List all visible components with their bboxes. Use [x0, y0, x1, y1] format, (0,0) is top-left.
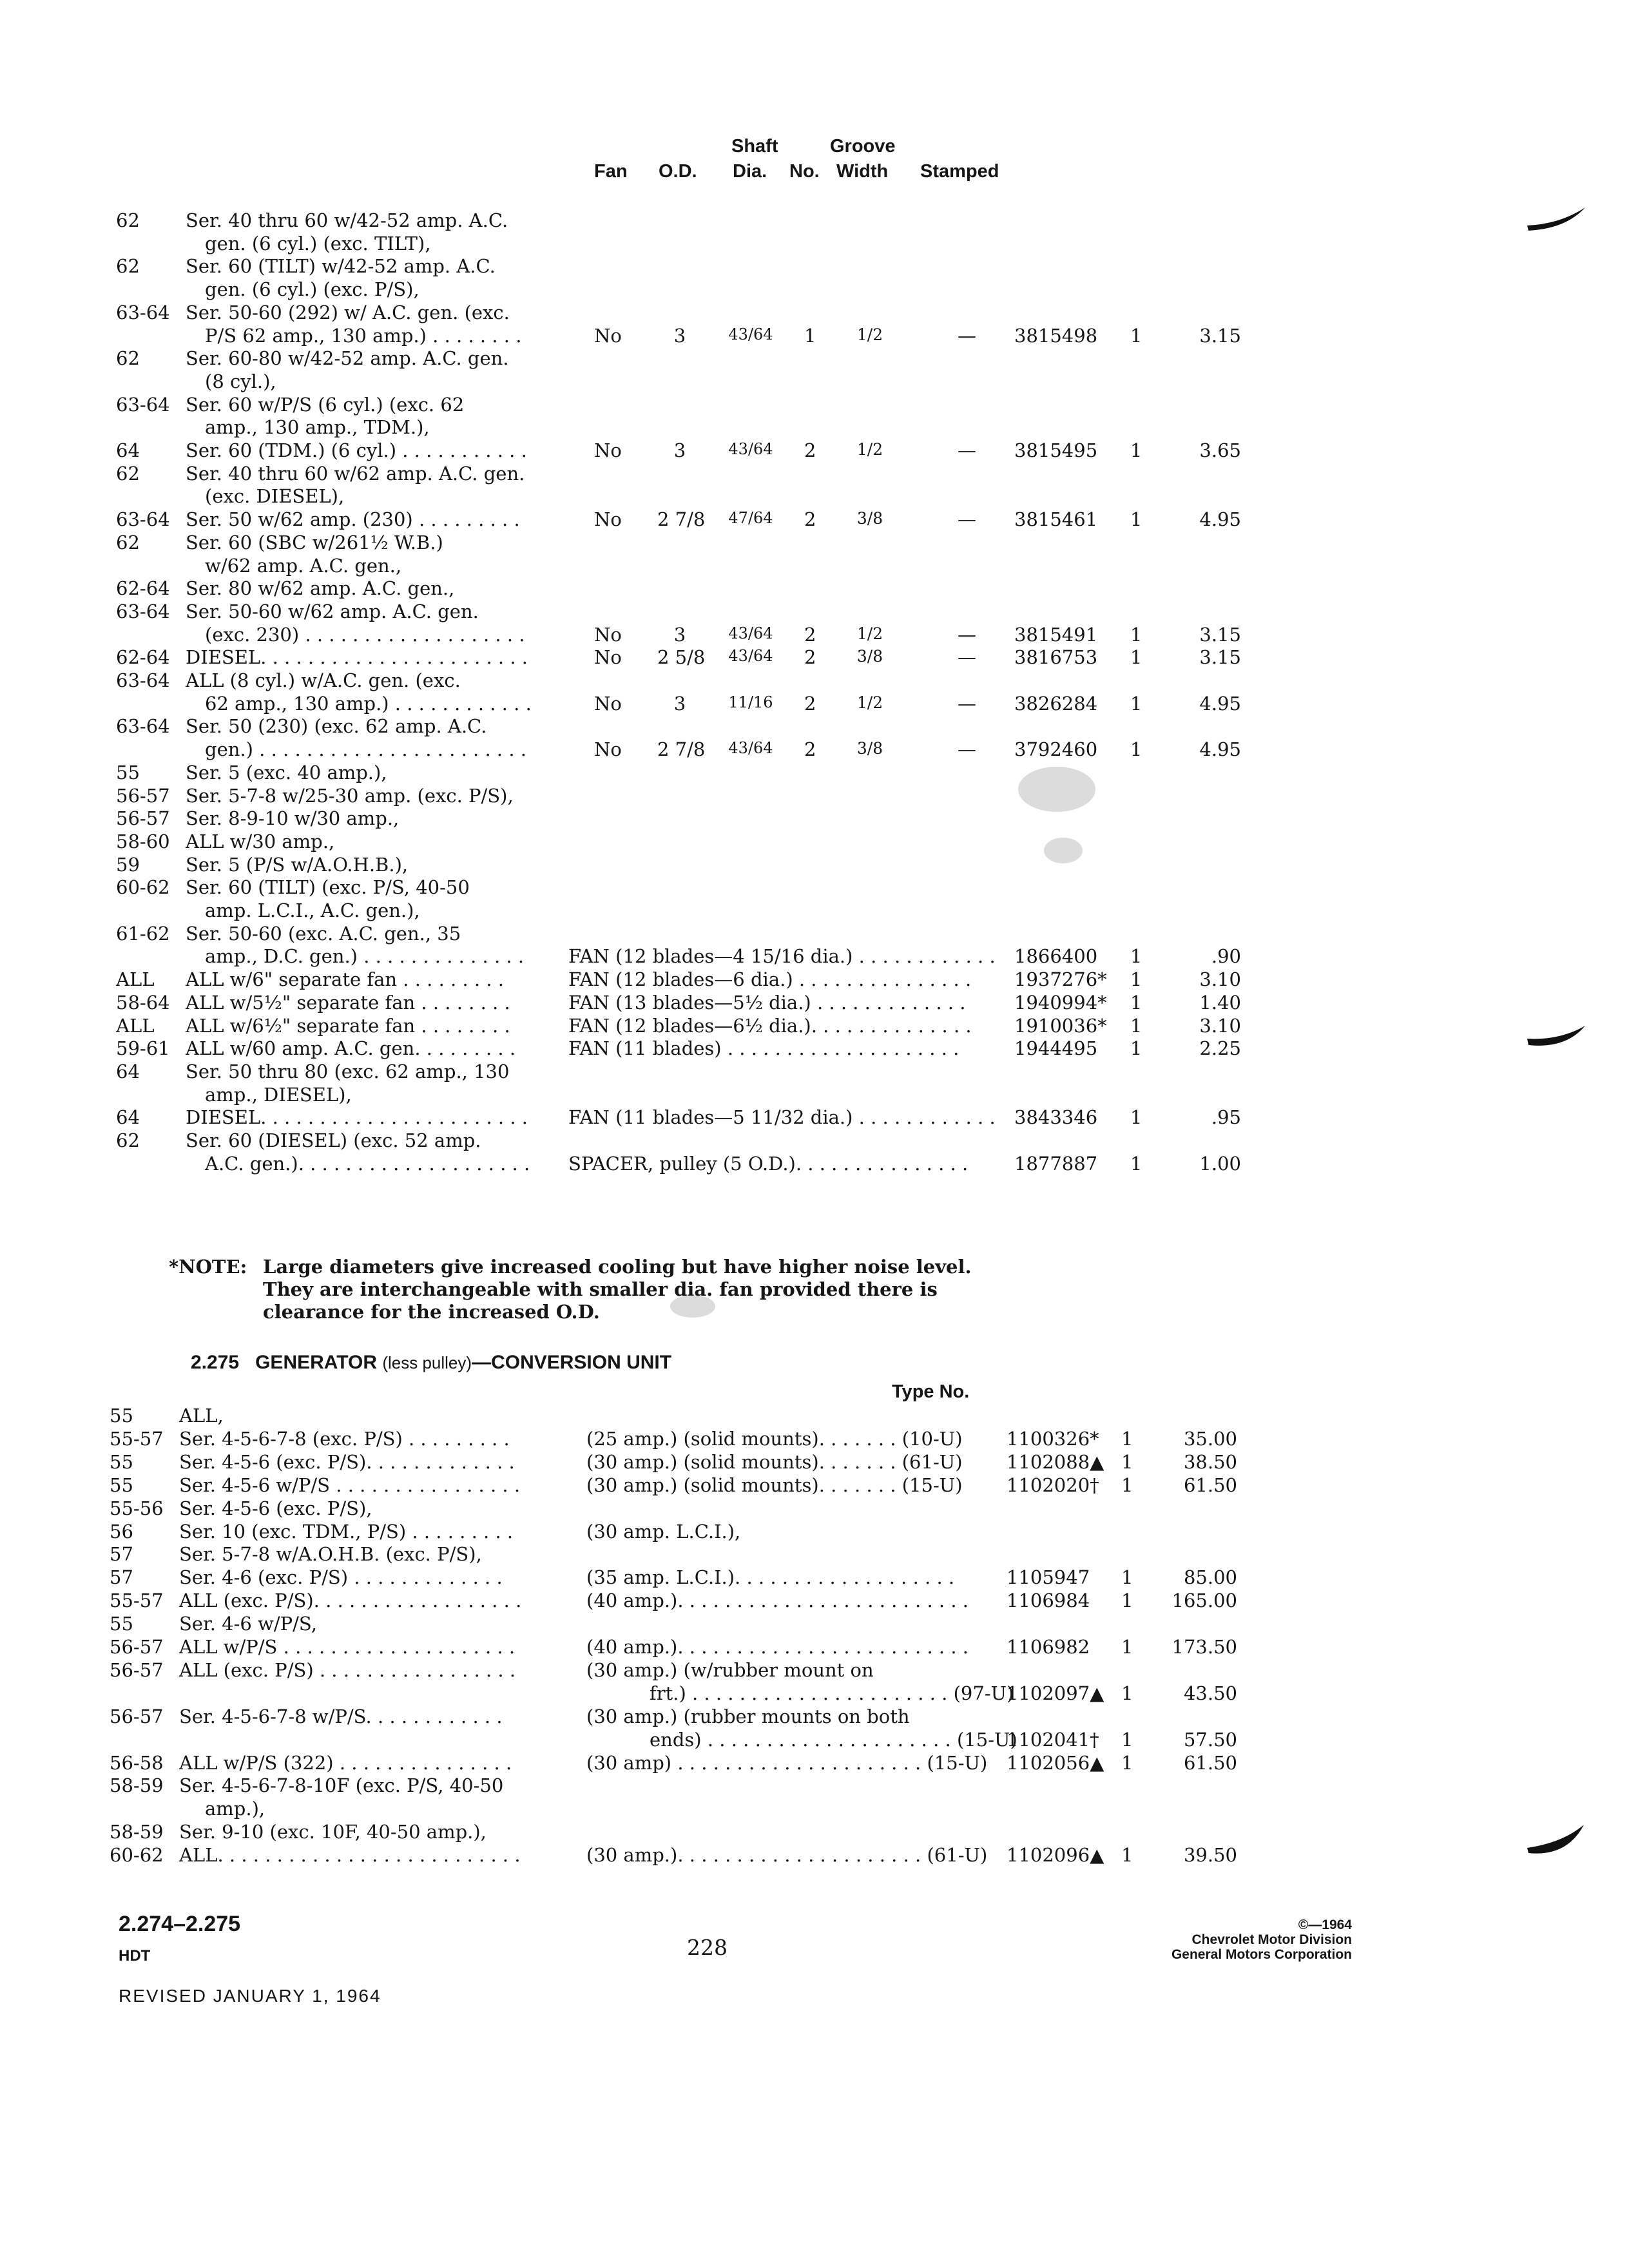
price: 38.50 [1183, 1451, 1237, 1473]
part-number: 3815498 [1014, 325, 1098, 347]
price: 1.40 [1199, 992, 1241, 1014]
note-line-1: Large diameters give increased cooling but have higher noise level. [263, 1256, 972, 1278]
od-value: 2 5/8 [657, 646, 706, 668]
part-number: 1102056▲ [1007, 1752, 1104, 1774]
od-value: 3 [673, 693, 686, 715]
part-number: 1937276* [1014, 968, 1107, 990]
model-year: 55-57 [110, 1590, 164, 1611]
model-year: 63-64 [116, 669, 170, 691]
model-year: 55 [110, 1405, 133, 1427]
application-desc: ALL (exc. P/S) . . . . . . . . . . . . . . . . . [179, 1659, 516, 1681]
groove-no-value: 2 [804, 738, 816, 760]
application-desc: Ser. 60-80 w/42-52 amp. A.C. gen. [186, 347, 509, 369]
application-desc: Ser. 10 (exc. TDM., P/S) . . . . . . . . . [179, 1521, 514, 1542]
application-desc: Ser. 5 (exc. 40 amp.), [186, 762, 387, 783]
model-year: 62-64 [116, 646, 170, 668]
model-year: 62 [116, 255, 140, 277]
model-year: 55 [116, 762, 140, 783]
model-year: 60-62 [110, 1844, 164, 1866]
application-desc: amp., DIESEL), [205, 1084, 352, 1106]
application-desc: Ser. 4-5-6-7-8 w/P/S. . . . . . . . . . . . [179, 1706, 503, 1727]
item-desc: (40 amp.). . . . . . . . . . . . . . . . . . . . . . . . . [586, 1590, 969, 1611]
model-year: 55 [110, 1451, 133, 1473]
quantity: 1 [1121, 1428, 1133, 1450]
application-desc: Ser. 9-10 (exc. 10F, 40-50 amp.), [179, 1821, 487, 1843]
model-year: 56 [110, 1521, 133, 1542]
application-desc: amp., D.C. gen.) . . . . . . . . . . . . . . [205, 945, 525, 967]
application-desc: Ser. 60 (TDM.) (6 cyl.) . . . . . . . . . . . [186, 439, 527, 461]
model-year: 58-60 [116, 831, 170, 852]
price: 35.00 [1183, 1428, 1237, 1450]
application-desc: Ser. 4-6 (exc. P/S) . . . . . . . . . . . . . [179, 1566, 503, 1588]
price: 3.10 [1199, 968, 1241, 990]
application-desc: Ser. 5-7-8 w/25-30 amp. (exc. P/S), [186, 785, 514, 807]
part-number: 3816753 [1014, 646, 1098, 668]
application-desc: Ser. 80 w/62 amp. A.C. gen., [186, 577, 455, 599]
application-desc: Ser. 4-5-6 (exc. P/S). . . . . . . . . . . . . [179, 1451, 515, 1473]
application-desc: ALL w/P/S (322) . . . . . . . . . . . . . . . [179, 1752, 512, 1774]
model-year: 62-64 [116, 577, 170, 599]
application-desc: Ser. 50-60 w/62 amp. A.C. gen. [186, 601, 479, 622]
model-year: 58-59 [110, 1774, 164, 1796]
part-number: 1102088▲ [1007, 1451, 1104, 1473]
groove-no-value: 2 [804, 693, 816, 715]
application-desc: Ser. 60 (DIESEL) (exc. 52 amp. [186, 1129, 481, 1151]
application-desc: 62 amp., 130 amp.) . . . . . . . . . . . . [205, 693, 532, 715]
binder-mark-icon [1521, 1012, 1592, 1063]
quantity: 1 [1130, 1037, 1142, 1059]
model-year: 55-56 [110, 1497, 164, 1519]
quantity: 1 [1130, 1015, 1142, 1037]
header-od: O.D. [659, 161, 697, 182]
part-number: 1102020† [1007, 1474, 1099, 1496]
application-desc: amp., 130 amp., TDM.), [205, 416, 430, 438]
item-desc: (30 amp.) (w/rubber mount on [586, 1659, 874, 1681]
application-desc: ALL (8 cyl.) w/A.C. gen. (exc. [186, 669, 461, 691]
header-dia: Dia. [733, 161, 767, 182]
part-number: 1102096▲ [1007, 1844, 1104, 1866]
header-groove: Groove [830, 136, 896, 157]
model-year: 55 [110, 1474, 133, 1496]
model-year: 63-64 [116, 508, 170, 530]
price: 3.10 [1199, 1015, 1241, 1037]
footer-code: HDT [119, 1947, 151, 1965]
application-desc: ALL w/30 amp., [186, 831, 335, 852]
od-value: 2 7/8 [657, 738, 706, 760]
application-desc: ALL w/6" separate fan . . . . . . . . . [186, 968, 504, 990]
quantity: 1 [1121, 1729, 1133, 1751]
item-desc: (25 amp.) (solid mounts). . . . . . . (10-U) [586, 1428, 963, 1450]
item-desc: (40 amp.). . . . . . . . . . . . . . . . . . . . . . . . . [586, 1636, 969, 1658]
shaft-dia-value: 47/64 [728, 509, 773, 527]
fan-value: No [594, 693, 622, 715]
quantity: 1 [1130, 624, 1142, 646]
groove-no-value: 2 [804, 439, 816, 461]
price: 4.95 [1199, 508, 1241, 530]
application-desc: Ser. 5 (P/S w/A.O.H.B.), [186, 854, 409, 876]
od-value: 2 7/8 [657, 508, 706, 530]
section-heading [191, 1353, 671, 1372]
application-desc: Ser. 50-60 (292) w/ A.C. gen. (exc. [186, 302, 510, 323]
item-desc: FAN (12 blades—6 dia.) . . . . . . . . . . . . . . . [568, 968, 972, 990]
section-number: 2.275 [191, 1352, 240, 1373]
quantity: 1 [1121, 1566, 1133, 1588]
item-desc: (35 amp. L.C.I.). . . . . . . . . . . . . . . . . . . [586, 1566, 955, 1588]
quantity: 1 [1130, 439, 1142, 461]
application-desc: ALL w/60 amp. A.C. gen. . . . . . . . . [186, 1037, 516, 1059]
model-year: 58-59 [110, 1821, 164, 1843]
application-desc: Ser. 40 thru 60 w/42-52 amp. A.C. [186, 209, 508, 231]
note-line-2: They are interchangeable with smaller dia. fan provided there is [263, 1278, 938, 1300]
copyright: ©—1964 [1298, 1917, 1352, 1932]
header-width: Width [836, 161, 889, 182]
item-desc: FAN (12 blades—4 15/16 dia.) . . . . . . . . . . . . [568, 945, 996, 967]
model-year: 62 [116, 209, 140, 231]
groove-width-value: 1/2 [856, 440, 883, 459]
part-number: 1866400 [1014, 945, 1098, 967]
model-year: 64 [116, 1106, 140, 1128]
shaft-dia-value: 43/64 [728, 624, 773, 642]
part-number: 1106984 [1007, 1590, 1090, 1611]
price: 85.00 [1183, 1566, 1237, 1588]
model-year: 55 [110, 1613, 133, 1635]
application-desc: Ser. 60 (SBC w/261½ W.B.) [186, 532, 443, 553]
item-desc: (30 amp.) (rubber mounts on both [586, 1706, 910, 1727]
print-smudge [1044, 838, 1083, 863]
price: 165.00 [1171, 1590, 1237, 1611]
application-desc: gen. (6 cyl.) (exc. P/S), [205, 278, 419, 300]
print-smudge [670, 1295, 715, 1318]
application-desc: gen. (6 cyl.) (exc. TILT), [205, 233, 431, 255]
application-desc: ALL w/5½" separate fan . . . . . . . . [186, 992, 510, 1014]
application-desc: Ser. 8-9-10 w/30 amp., [186, 807, 400, 829]
model-year: 64 [116, 1061, 140, 1082]
model-year: 56-57 [116, 807, 170, 829]
fan-value: No [594, 439, 622, 461]
application-desc: ALL. . . . . . . . . . . . . . . . . . . . . . . . . . [179, 1844, 521, 1866]
model-year: 58-64 [116, 992, 170, 1014]
stamped-value: — [958, 693, 976, 715]
part-number: 1940994* [1014, 992, 1107, 1014]
application-desc: ALL w/P/S . . . . . . . . . . . . . . . . . . . . [179, 1636, 516, 1658]
part-number: 1910036* [1014, 1015, 1107, 1037]
application-desc: Ser. 4-5-6 (exc. P/S), [179, 1497, 372, 1519]
quantity: 1 [1121, 1474, 1133, 1496]
item-desc: FAN (11 blades—5 11/32 dia.) . . . . . . . . . . . . [568, 1106, 996, 1128]
model-year: 62 [116, 347, 140, 369]
application-desc: Ser. 4-5-6-7-8 (exc. P/S) . . . . . . . . . [179, 1428, 510, 1450]
price: 39.50 [1183, 1844, 1237, 1866]
application-desc: (exc. DIESEL), [205, 485, 345, 507]
note-label: *NOTE: [169, 1256, 247, 1278]
part-number: 1944495 [1014, 1037, 1098, 1059]
application-desc: Ser. 50 (230) (exc. 62 amp. A.C. [186, 715, 487, 737]
shaft-dia-value: 43/64 [728, 739, 773, 757]
section-title-a: GENERATOR [255, 1352, 377, 1373]
binder-mark-icon [1521, 1817, 1592, 1869]
price: 3.15 [1199, 646, 1241, 668]
quantity: 1 [1130, 1153, 1142, 1175]
application-desc: Ser. 4-5-6-7-8-10F (exc. P/S, 40-50 [179, 1774, 504, 1796]
price: 61.50 [1183, 1752, 1237, 1774]
groove-no-value: 2 [804, 508, 816, 530]
price: 2.25 [1199, 1037, 1241, 1059]
price: 57.50 [1183, 1729, 1237, 1751]
item-desc: (30 amp.) (solid mounts). . . . . . . (61-U) [586, 1451, 963, 1473]
model-year: 56-57 [110, 1659, 164, 1681]
model-year: 56-57 [110, 1706, 164, 1727]
model-year: ALL [116, 1015, 155, 1037]
part-number: 3792460 [1014, 738, 1098, 760]
application-desc: P/S 62 amp., 130 amp.) . . . . . . . . [205, 325, 522, 347]
model-year: 62 [116, 1129, 140, 1151]
binder-mark-icon [1521, 193, 1592, 245]
price: 3.65 [1199, 439, 1241, 461]
application-desc: Ser. 5-7-8 w/A.O.H.B. (exc. P/S), [179, 1543, 482, 1565]
quantity: 1 [1121, 1636, 1133, 1658]
price: .90 [1211, 945, 1241, 967]
application-desc: Ser. 50-60 (exc. A.C. gen., 35 [186, 923, 461, 945]
shaft-dia-value: 43/64 [728, 647, 773, 665]
model-year: 63-64 [116, 601, 170, 622]
application-desc: (exc. 230) . . . . . . . . . . . . . . . . . . . [205, 624, 525, 646]
application-desc: Ser. 40 thru 60 w/62 amp. A.C. gen. [186, 463, 525, 485]
application-desc: ALL, [179, 1405, 224, 1427]
model-year: 59-61 [116, 1037, 170, 1059]
page-number: 228 [687, 1935, 728, 1960]
od-value: 3 [673, 624, 686, 646]
model-year: 60-62 [116, 876, 170, 898]
part-number: 3815491 [1014, 624, 1098, 646]
shaft-dia-value: 11/16 [728, 693, 773, 711]
application-desc: DIESEL. . . . . . . . . . . . . . . . . . . . . . . [186, 646, 528, 668]
section-title-b: (less pulley) [382, 1353, 472, 1372]
application-desc: A.C. gen.). . . . . . . . . . . . . . . . . . . . [205, 1153, 530, 1175]
quantity: 1 [1130, 1106, 1142, 1128]
model-year: 62 [116, 463, 140, 485]
corporation-name: General Motors Corporation [1171, 1947, 1352, 1962]
quantity: 1 [1121, 1752, 1133, 1774]
quantity: 1 [1121, 1682, 1133, 1704]
stamped-value: — [958, 439, 976, 461]
application-desc: gen.) . . . . . . . . . . . . . . . . . . . . . . . [205, 738, 526, 760]
quantity: 1 [1130, 968, 1142, 990]
application-desc: w/62 amp. A.C. gen., [205, 555, 402, 577]
part-number: 1105947 [1007, 1566, 1090, 1588]
application-desc: amp.), [205, 1798, 265, 1820]
application-desc: ALL (exc. P/S). . . . . . . . . . . . . . . . . . [179, 1590, 522, 1611]
application-desc: Ser. 4-5-6 w/P/S . . . . . . . . . . . . . . . . [179, 1474, 521, 1496]
quantity: 1 [1130, 945, 1142, 967]
stamped-value: — [958, 646, 976, 668]
part-number: 1100326* [1007, 1428, 1099, 1450]
part-number: 1102041† [1007, 1729, 1099, 1751]
item-desc: (30 amp) . . . . . . . . . . . . . . . . . . . . . (15-U) [586, 1752, 988, 1774]
application-desc: DIESEL. . . . . . . . . . . . . . . . . . . . . . . [186, 1106, 528, 1128]
model-year: 63-64 [116, 715, 170, 737]
quantity: 1 [1130, 693, 1142, 715]
header-no: No. [789, 161, 820, 182]
quantity: 1 [1130, 508, 1142, 530]
application-desc: Ser. 50 w/62 amp. (230) . . . . . . . . . [186, 508, 520, 530]
model-year: 57 [110, 1543, 133, 1565]
quantity: 1 [1130, 992, 1142, 1014]
application-desc: ALL w/6½" separate fan . . . . . . . . [186, 1015, 510, 1037]
price: 1.00 [1199, 1153, 1241, 1175]
groove-no-value: 2 [804, 646, 816, 668]
application-desc: Ser. 60 (TILT) (exc. P/S, 40-50 [186, 876, 470, 898]
application-desc: Ser. 50 thru 80 (exc. 62 amp., 130 [186, 1061, 510, 1082]
item-desc: (30 amp. L.C.I.), [586, 1521, 741, 1542]
fan-value: No [594, 624, 622, 646]
model-year: ALL [116, 968, 155, 990]
model-year: 63-64 [116, 394, 170, 416]
model-year: 56-57 [110, 1636, 164, 1658]
quantity: 1 [1121, 1451, 1133, 1473]
groove-width-value: 1/2 [856, 624, 883, 643]
item-desc: ends) . . . . . . . . . . . . . . . . . . . . . (15-U) [650, 1729, 1017, 1751]
part-number: 3815495 [1014, 439, 1098, 461]
application-desc: amp. L.C.I., A.C. gen.), [205, 899, 420, 921]
model-year: 59 [116, 854, 140, 876]
item-desc: (30 amp.). . . . . . . . . . . . . . . . . . . . . (61-U) [586, 1844, 988, 1866]
application-desc: Ser. 60 (TILT) w/42-52 amp. A.C. [186, 255, 496, 277]
price: 173.50 [1171, 1636, 1237, 1658]
model-year: 57 [110, 1566, 133, 1588]
fan-value: No [594, 646, 622, 668]
application-desc: Ser. 60 w/P/S (6 cyl.) (exc. 62 [186, 394, 465, 416]
fan-value: No [594, 508, 622, 530]
footer-section-range: 2.274–2.275 [119, 1912, 241, 1936]
header-shaft: Shaft [731, 136, 778, 157]
item-desc: FAN (13 blades—5½ dia.) . . . . . . . . . . . . . [568, 992, 966, 1014]
part-number: 1106982 [1007, 1636, 1090, 1658]
item-desc: frt.) . . . . . . . . . . . . . . . . . . . . . . (97-U) [650, 1682, 1014, 1704]
item-desc: FAN (12 blades—6½ dia.). . . . . . . . . . . . . . [568, 1015, 972, 1037]
application-desc: (8 cyl.), [205, 370, 276, 392]
price: .95 [1211, 1106, 1241, 1128]
price: 43.50 [1183, 1682, 1237, 1704]
price: 3.15 [1199, 624, 1241, 646]
header-stamped: Stamped [920, 161, 999, 182]
quantity: 1 [1130, 738, 1142, 760]
stamped-value: — [958, 624, 976, 646]
shaft-dia-value: 43/64 [728, 325, 773, 343]
od-value: 3 [673, 439, 686, 461]
model-year: 56-57 [116, 785, 170, 807]
model-year: 62 [116, 532, 140, 553]
item-desc: (30 amp.) (solid mounts). . . . . . . (15-U) [586, 1474, 963, 1496]
quantity: 1 [1121, 1590, 1133, 1611]
stamped-value: — [958, 325, 976, 347]
groove-width-value: 3/8 [856, 509, 883, 528]
part-number: 1877887 [1014, 1153, 1098, 1175]
item-desc: SPACER, pulley (5 O.D.). . . . . . . . . . . . . . . [568, 1153, 969, 1175]
price: 3.15 [1199, 325, 1241, 347]
model-year: 56-58 [110, 1752, 164, 1774]
groove-no-value: 2 [804, 624, 816, 646]
groove-width-value: 3/8 [856, 739, 883, 758]
shaft-dia-value: 43/64 [728, 440, 773, 458]
part-number: 3843346 [1014, 1106, 1098, 1128]
price: 4.95 [1199, 693, 1241, 715]
price: 61.50 [1183, 1474, 1237, 1496]
header-fan: Fan [594, 161, 628, 182]
groove-width-value: 1/2 [856, 693, 883, 712]
price: 4.95 [1199, 738, 1241, 760]
division-name: Chevrolet Motor Division [1191, 1932, 1352, 1947]
revised-date: REVISED JANUARY 1, 1964 [119, 1986, 381, 2006]
model-year: 55-57 [110, 1428, 164, 1450]
stamped-value: — [958, 508, 976, 530]
groove-width-value: 3/8 [856, 647, 883, 666]
quantity: 1 [1121, 1844, 1133, 1866]
quantity: 1 [1130, 325, 1142, 347]
part-number: 3826284 [1014, 693, 1098, 715]
od-value: 3 [673, 325, 686, 347]
print-smudge [1018, 767, 1095, 812]
section-title-c: —CONVERSION UNIT [472, 1352, 672, 1373]
application-desc: Ser. 4-6 w/P/S, [179, 1613, 317, 1635]
groove-width-value: 1/2 [856, 325, 883, 344]
item-desc: FAN (11 blades) . . . . . . . . . . . . . . . . . . . . [568, 1037, 959, 1059]
type-no-header: Type No. [892, 1381, 970, 1402]
groove-no-value: 1 [804, 325, 816, 347]
model-year: 63-64 [116, 302, 170, 323]
fan-value: No [594, 325, 622, 347]
part-number: 1102097▲ [1007, 1682, 1104, 1704]
quantity: 1 [1130, 646, 1142, 668]
fan-value: No [594, 738, 622, 760]
model-year: 64 [116, 439, 140, 461]
model-year: 61-62 [116, 923, 170, 945]
stamped-value: — [958, 738, 976, 760]
part-number: 3815461 [1014, 508, 1098, 530]
note-line-3: clearance for the increased O.D. [263, 1301, 600, 1323]
